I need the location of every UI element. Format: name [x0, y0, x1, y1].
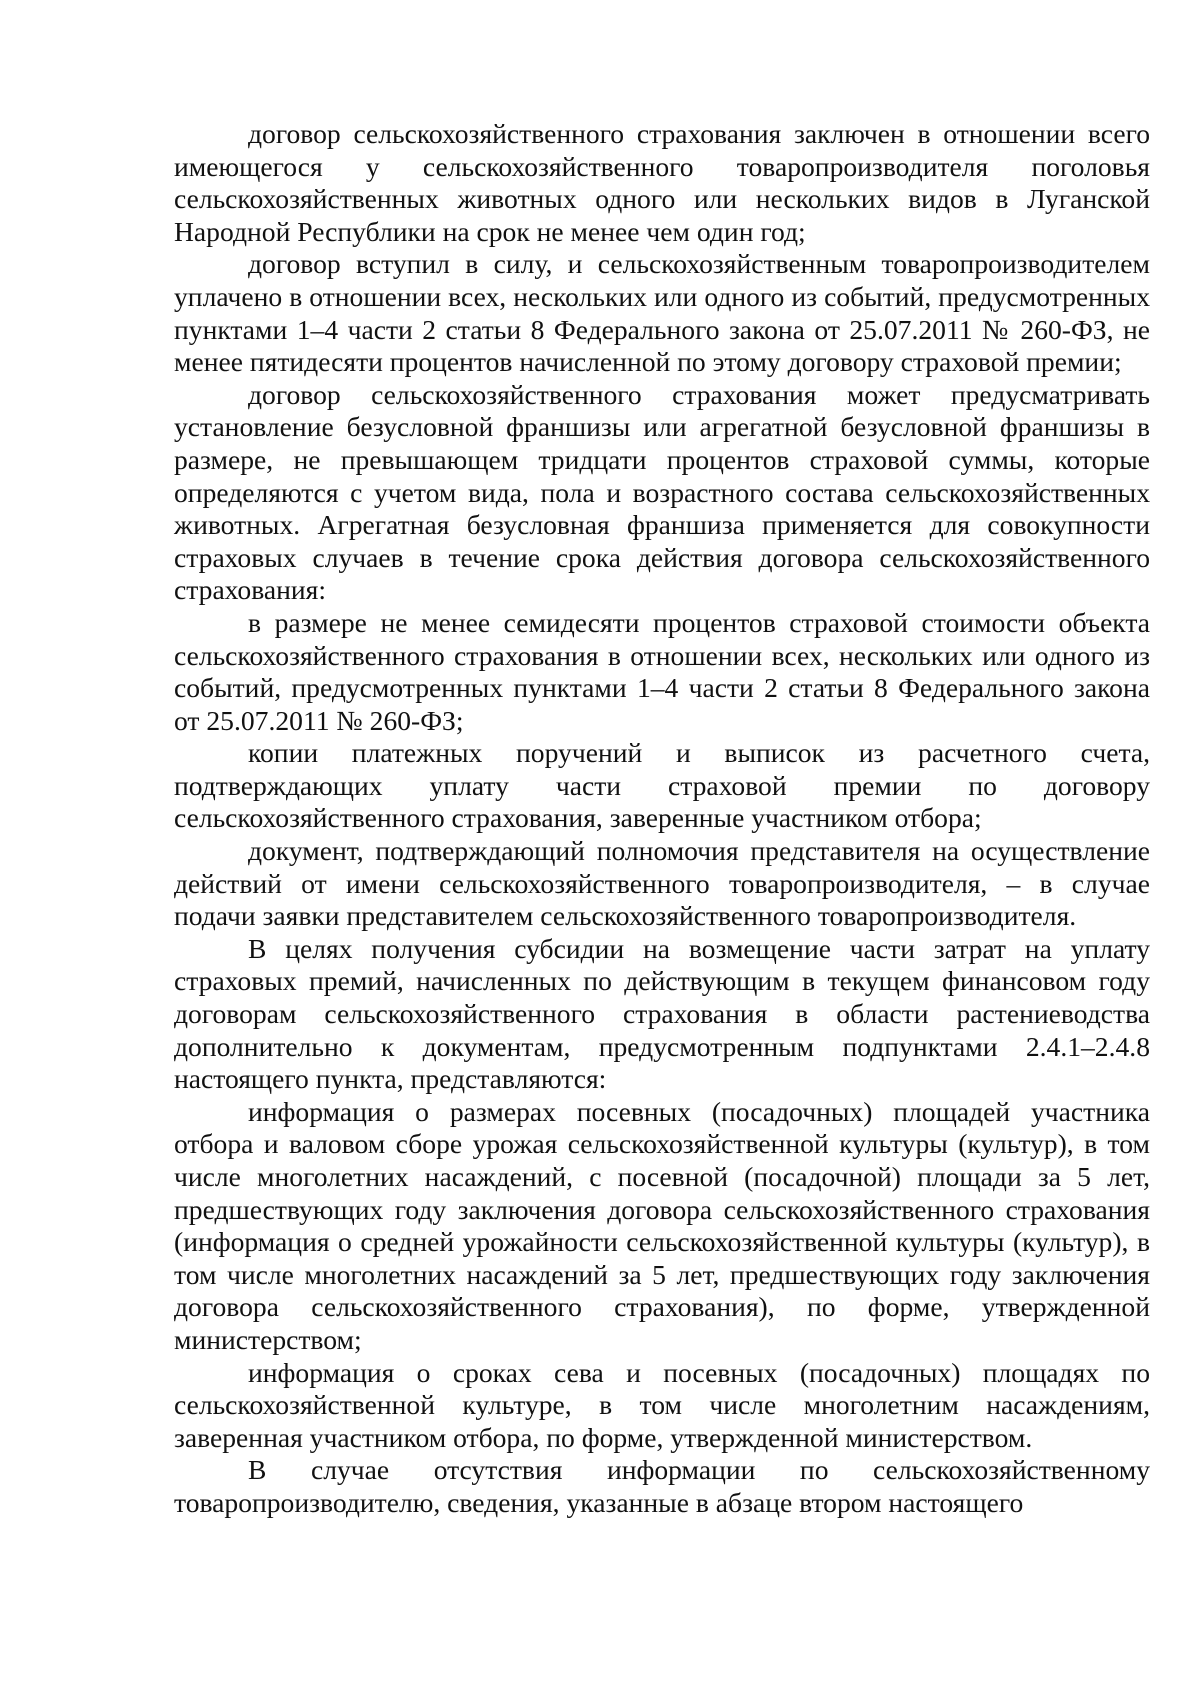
- paragraph-2: договор вступил в силу, и сельскохозяйственным товаропроизводителем уплачено в отношении всех, нескольких или одного из событий, предусмотренных пунктами 1–4 части 2 статьи 8 Федерального закона от 25.07.2011 № 260-ФЗ, не менее пятидесяти процентов начисленной по этому договору страховой премии;: [174, 248, 1150, 378]
- paragraph-7: В целях получения субсидии на возмещение части затрат на уплату страховых премий, начисленных по действующим в текущем финансовом году договорам сельскохозяйственного страхования в области растениеводства дополнительно к документам, предусмотренным подпунктами 2.4.1–2.4.8 настоящего пункта, представляются:: [174, 932, 1150, 1095]
- paragraph-9: информация о сроках сева и посевных (посадочных) площадях по сельскохозяйственной культуре, в том числе многолетним насаждениям, заверенная участником отбора, по форме, утвержденной министерством.: [174, 1356, 1150, 1453]
- paragraph-1: договор сельскохозяйственного страхования заключен в отношении всего имеющегося у сельскохозяйственного товаропроизводителя поголовья сельскохозяйственных животных одного или нескольких видов в Луганской Народной Республики на срок не менее чем один год;: [174, 118, 1150, 247]
- paragraph-3: договор сельскохозяйственного страхования может предусматривать установление безусловной франшизы или агрегатной безусловной франшизы в размере, не превышающем тридцати процентов страховой суммы, которые определяются с учетом вида, пола и возрастного состава сельскохозяйственных животных. Агрегатная безусловная франшиза применяется для совокупности страховых случаев в течение срока действия договора сельскохозяйственного страхования:: [174, 378, 1150, 606]
- paragraph-5: копии платежных поручений и выписок из расчетного счета, подтверждающих уплату части страховой премии по договору сельскохозяйственного страхования, заверенные участником отбора;: [174, 737, 1150, 834]
- paragraph-4: в размере не менее семидесяти процентов страховой стоимости объекта сельскохозяйственного страхования в отношении всех, нескольких или одного из событий, предусмотренных пунктами 1–4 части 2 статьи 8 Федерального закона от 25.07.2011 № 260-ФЗ;: [174, 606, 1150, 736]
- paragraph-6: документ, подтверждающий полномочия представителя на осуществление действий от имени сельскохозяйственного товаропроизводителя, – в случае подачи заявки представителем сельскохозяйственного товаропроизводителя.: [174, 835, 1150, 932]
- paragraph-8: информация о размерах посевных (посадочных) площадей участника отбора и валовом сборе урожая сельскохозяйственной культуры (культур), в том числе многолетних насаждений, с посевной (посадочной) площади за 5 лет, предшествующих году заключения договора сельскохозяйственного страхования (информация о средней урожайности сельскохозяйственной культуры (культур), в том числе многолетних насаждений за 5 лет, предшествующих году заключения договора сельскохозяйственного страхования), по форме, утвержденной министерством;: [174, 1095, 1150, 1355]
- document-page: [174, 118, 1150, 1520]
- paragraph-10: В случае отсутствия информации по сельскохозяйственному товаропроизводителю, сведения, указанные в абзаце втором настоящего: [174, 1454, 1150, 1518]
